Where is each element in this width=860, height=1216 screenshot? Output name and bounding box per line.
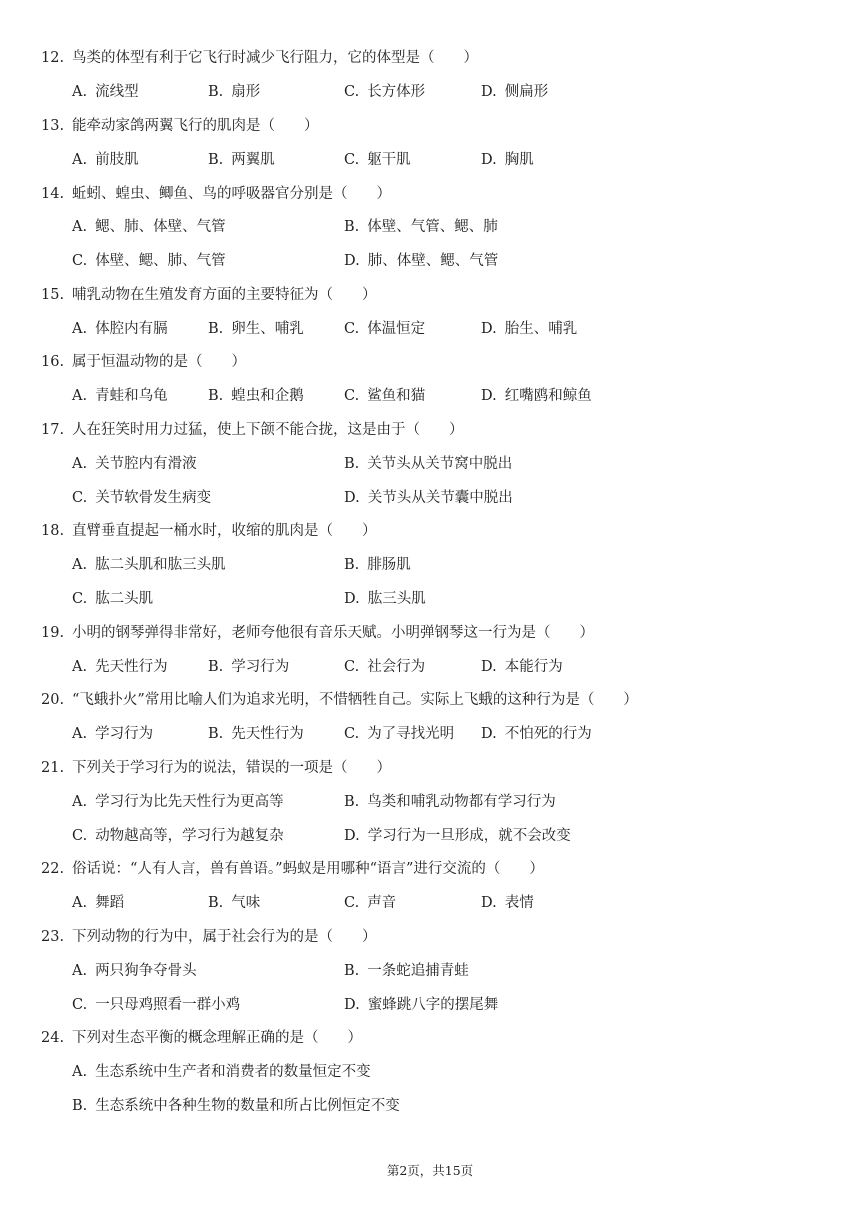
options-row — [72, 1095, 832, 1117]
options-row — [72, 656, 832, 678]
question-14 — [41, 183, 391, 205]
option-b: B. 扇形 — [208, 84, 261, 100]
option-c: C. 声音 — [344, 895, 397, 911]
question-19 — [41, 622, 594, 644]
question-text: 直臂垂直提起一桶水时，收缩的肌肉是（ ） — [72, 523, 377, 539]
question-17 — [41, 419, 464, 441]
question-number: 14. — [41, 186, 65, 202]
option-b: B. 关节头从关节窝中脱出 — [344, 456, 513, 472]
question-number: 20. — [41, 692, 65, 708]
option-d: D. 本能行为 — [481, 659, 563, 675]
option-c: C. 体壁、鳃、肺、气管 — [72, 253, 226, 269]
option-d: D. 关节头从关节囊中脱出 — [344, 490, 513, 506]
question-number: 19. — [41, 625, 65, 641]
option-d: D. 胸肌 — [481, 152, 534, 168]
question-number: 15. — [41, 287, 65, 303]
question-12 — [41, 47, 478, 69]
option-a: A. 青蛙和乌龟 — [72, 388, 168, 404]
option-a: A. 鳃、肺、体壁、气管 — [72, 219, 226, 235]
options-row — [72, 892, 832, 914]
question-24 — [41, 1027, 362, 1049]
question-text: 俗话说：“人有人言，兽有兽语。”蚂蚁是用哪种“语言”进行交流的（ ） — [72, 861, 544, 877]
question-13 — [41, 115, 319, 137]
question-number: 12. — [41, 50, 65, 66]
option-a: A. 学习行为比先天性行为更高等 — [72, 794, 284, 810]
option-a: A. 学习行为 — [72, 726, 154, 742]
question-15 — [41, 284, 377, 306]
option-c: C. 体温恒定 — [344, 321, 426, 337]
question-text: 蚯蚓、蝗虫、鲫鱼、鸟的呼吸器官分别是（ ） — [72, 186, 391, 202]
options-row — [72, 216, 832, 238]
option-d: D. 胎生、哺乳 — [481, 321, 578, 337]
question-18 — [41, 520, 377, 542]
options-row — [72, 318, 832, 340]
question-text: 小明的钢琴弹得非常好，老师夸他很有音乐天赋。小明弹钢琴这一行为是（ ） — [72, 625, 594, 641]
option-d: D. 表情 — [481, 895, 534, 911]
question-number: 22. — [41, 861, 65, 877]
option-b: B. 腓肠肌 — [344, 557, 411, 573]
options-row — [72, 554, 832, 576]
option-b: B. 蝗虫和企鹅 — [208, 388, 304, 404]
question-text: 下列动物的行为中，属于社会行为的是（ ） — [72, 929, 377, 945]
option-d: D. 侧扁形 — [481, 84, 549, 100]
option-d: D. 不怕死的行为 — [481, 726, 592, 742]
option-c: C. 肱二头肌 — [72, 591, 154, 607]
option-b: B. 卵生、哺乳 — [208, 321, 304, 337]
option-d: D. 肱三头肌 — [344, 591, 426, 607]
question-text: “飞蛾扑火”常用比喻人们为追求光明，不惜牺牲自己。实际上飞蛾的这种行为是（ ） — [72, 692, 638, 708]
options-row — [72, 825, 832, 847]
question-number: 13. — [41, 118, 65, 134]
question-text: 属于恒温动物的是（ ） — [72, 354, 246, 370]
question-23 — [41, 926, 377, 948]
options-row — [72, 487, 832, 509]
option-b: B. 一条蛇追捕青蛙 — [344, 963, 469, 979]
options-row — [72, 385, 832, 407]
option-b: B. 体壁、气管、鳃、肺 — [344, 219, 498, 235]
option-a: A. 前肢肌 — [72, 152, 139, 168]
option-c: C. 社会行为 — [344, 659, 426, 675]
question-text: 能牵动家鸽两翼飞行的肌肉是（ ） — [72, 118, 319, 134]
option-d: D. 蜜蜂跳八字的摆尾舞 — [344, 997, 499, 1013]
options-row — [72, 250, 832, 272]
question-text: 下列关于学习行为的说法，错误的一项是（ ） — [72, 760, 391, 776]
question-20 — [41, 689, 638, 711]
question-number: 16. — [41, 354, 65, 370]
option-a: A. 关节腔内有滑液 — [72, 456, 197, 472]
option-a: A. 两只狗争夺骨头 — [72, 963, 197, 979]
options-row — [72, 588, 832, 610]
option-c: C. 动物越高等，学习行为越复杂 — [72, 828, 284, 844]
question-16 — [41, 351, 246, 373]
options-row — [72, 1061, 832, 1083]
options-row — [72, 149, 832, 171]
option-b: B. 学习行为 — [208, 659, 290, 675]
option-b: B. 两翼肌 — [208, 152, 275, 168]
option-a: A. 舞蹈 — [72, 895, 125, 911]
option-c: C. 关节软骨发生病变 — [72, 490, 212, 506]
option-d: D. 肺、体壁、鳃、气管 — [344, 253, 499, 269]
options-row — [72, 791, 832, 813]
option-d: D. 学习行为一旦形成，就不会改变 — [344, 828, 571, 844]
question-number: 23. — [41, 929, 65, 945]
question-text: 哺乳动物在生殖发育方面的主要特征为（ ） — [72, 287, 377, 303]
options-row — [72, 723, 832, 745]
question-21 — [41, 757, 391, 779]
option-a: A. 生态系统中生产者和消费者的数量恒定不变 — [72, 1064, 371, 1080]
question-text: 下列对生态平衡的概念理解正确的是（ ） — [72, 1030, 362, 1046]
option-c: C. 躯干肌 — [344, 152, 411, 168]
option-b: B. 生态系统中各种生物的数量和所占比例恒定不变 — [72, 1098, 400, 1114]
question-text: 人在狂笑时用力过猛，使上下颌不能合拢，这是由于（ ） — [72, 422, 464, 438]
page-footer: 第2页，共15页 — [386, 1163, 474, 1178]
options-row — [72, 994, 832, 1016]
question-22 — [41, 858, 544, 880]
question-number: 18. — [41, 523, 65, 539]
options-row — [72, 453, 832, 475]
options-row — [72, 81, 832, 103]
option-b: B. 先天性行为 — [208, 726, 304, 742]
question-number: 17. — [41, 422, 65, 438]
option-c: C. 为了寻找光明 — [344, 726, 455, 742]
option-a: A. 流线型 — [72, 84, 139, 100]
option-d: D. 红嘴鸥和鲸鱼 — [481, 388, 592, 404]
option-c: C. 一只母鸡照看一群小鸡 — [72, 997, 241, 1013]
question-text: 鸟类的体型有利于它飞行时减少飞行阻力，它的体型是（ ） — [72, 50, 478, 66]
option-c: C. 长方体形 — [344, 84, 426, 100]
option-a: A. 体腔内有膈 — [72, 321, 168, 337]
question-number: 21. — [41, 760, 65, 776]
option-c: C. 鲨鱼和猫 — [344, 388, 426, 404]
option-a: A. 先天性行为 — [72, 659, 168, 675]
option-a: A. 肱二头肌和肱三头肌 — [72, 557, 226, 573]
option-b: B. 鸟类和哺乳动物都有学习行为 — [344, 794, 556, 810]
options-row — [72, 960, 832, 982]
question-number: 24. — [41, 1030, 65, 1046]
option-b: B. 气味 — [208, 895, 261, 911]
